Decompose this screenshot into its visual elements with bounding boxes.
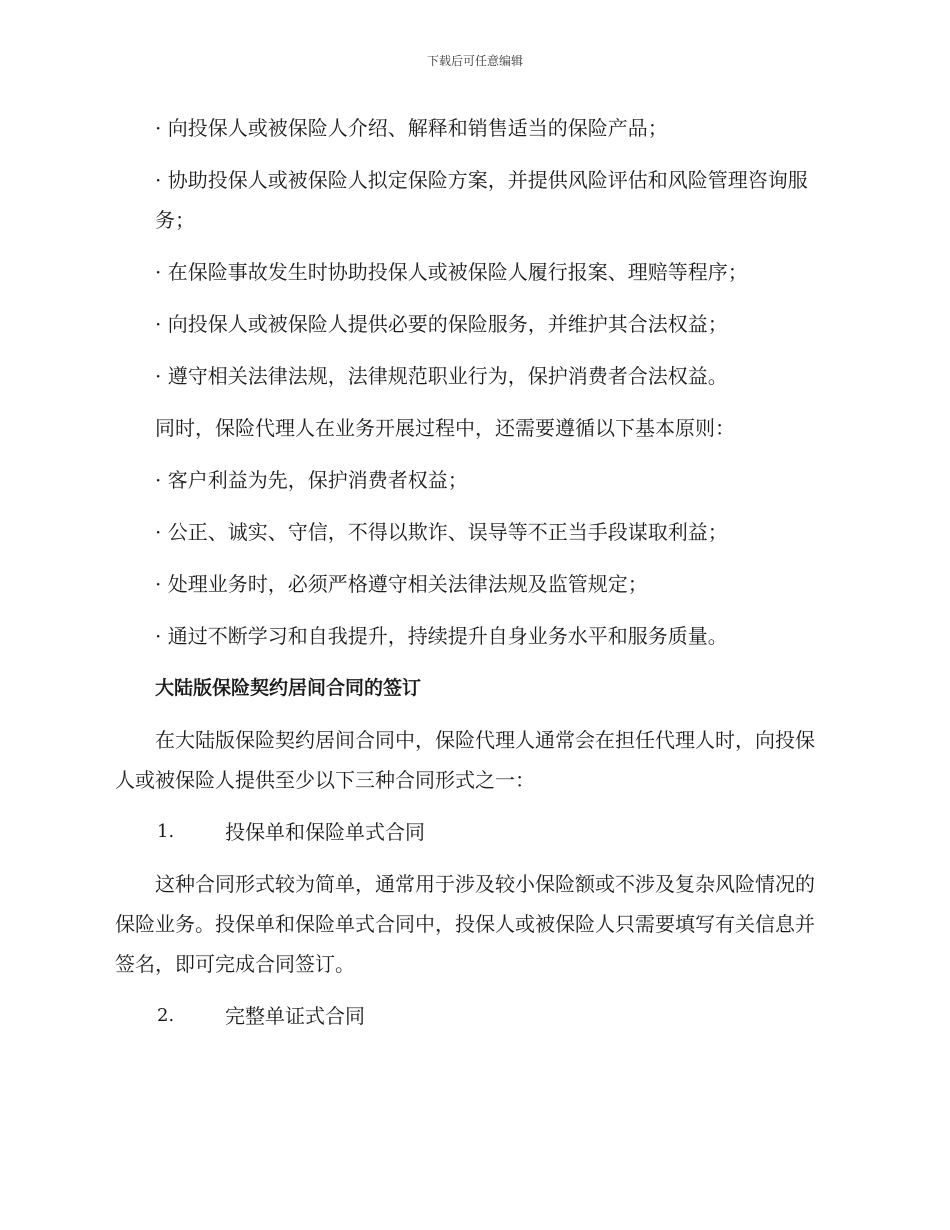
paragraph-contract-forms: 在大陆版保险契约居间合同中，保险代理人通常会在担任代理人时，向投保人或被保险人提供至少以下三种合同形式之一： — [115, 728, 815, 792]
numbered-item-1 — [115, 812, 830, 852]
document-body — [115, 108, 830, 1048]
bullet-item: · 在保险事故发生时协助投保人或被保险人履行报案、理赔等程序； — [155, 260, 748, 284]
bullet-item: · 公正、诚实、守信，不得以欺诈、误导等不正当手段谋取利益； — [155, 520, 728, 544]
page-header: 下载后可任意编辑 — [426, 54, 523, 68]
numbered-item-2 — [115, 996, 830, 1036]
bullet-item: · 向投保人或被保险人提供必要的保险服务，并维护其合法权益； — [155, 312, 728, 336]
bullet-item: · 客户利益为先，保护消费者权益； — [155, 468, 468, 492]
bullet-item: · 协助投保人或被保险人拟定保险方案，并提供风险评估和风险管理咨询服务； — [155, 168, 808, 232]
paragraph-item-1: 这种合同形式较为简单，通常用于涉及较小保险额或不涉及复杂风险情况的保险业务。投保单和保险单式合同中，投保人或被保险人只需要填写有关信息并签名，即可完成合同签订。 — [115, 872, 815, 976]
item-number: 1. — [157, 821, 175, 842]
item-title: 投保单和保险单式合同 — [225, 820, 425, 844]
bullet-item: · 向投保人或被保险人介绍、解释和销售适当的保险产品； — [155, 116, 668, 140]
bullet-item: · 通过不断学习和自我提升，持续提升自身业务水平和服务质量。 — [155, 624, 728, 648]
section-heading: 大陆版保险契约居间合同的签订 — [155, 677, 422, 699]
item-number: 2. — [157, 1005, 175, 1026]
bullet-item: · 遵守相关法律法规，法律规范职业行为，保护消费者合法权益。 — [155, 364, 728, 388]
bullet-item: · 处理业务时，必须严格遵守相关法律法规及监管规定； — [155, 572, 648, 596]
principles-intro: 同时，保险代理人在业务开展过程中，还需要遵循以下基本原则： — [155, 416, 735, 440]
item-title: 完整单证式合同 — [225, 1004, 365, 1028]
